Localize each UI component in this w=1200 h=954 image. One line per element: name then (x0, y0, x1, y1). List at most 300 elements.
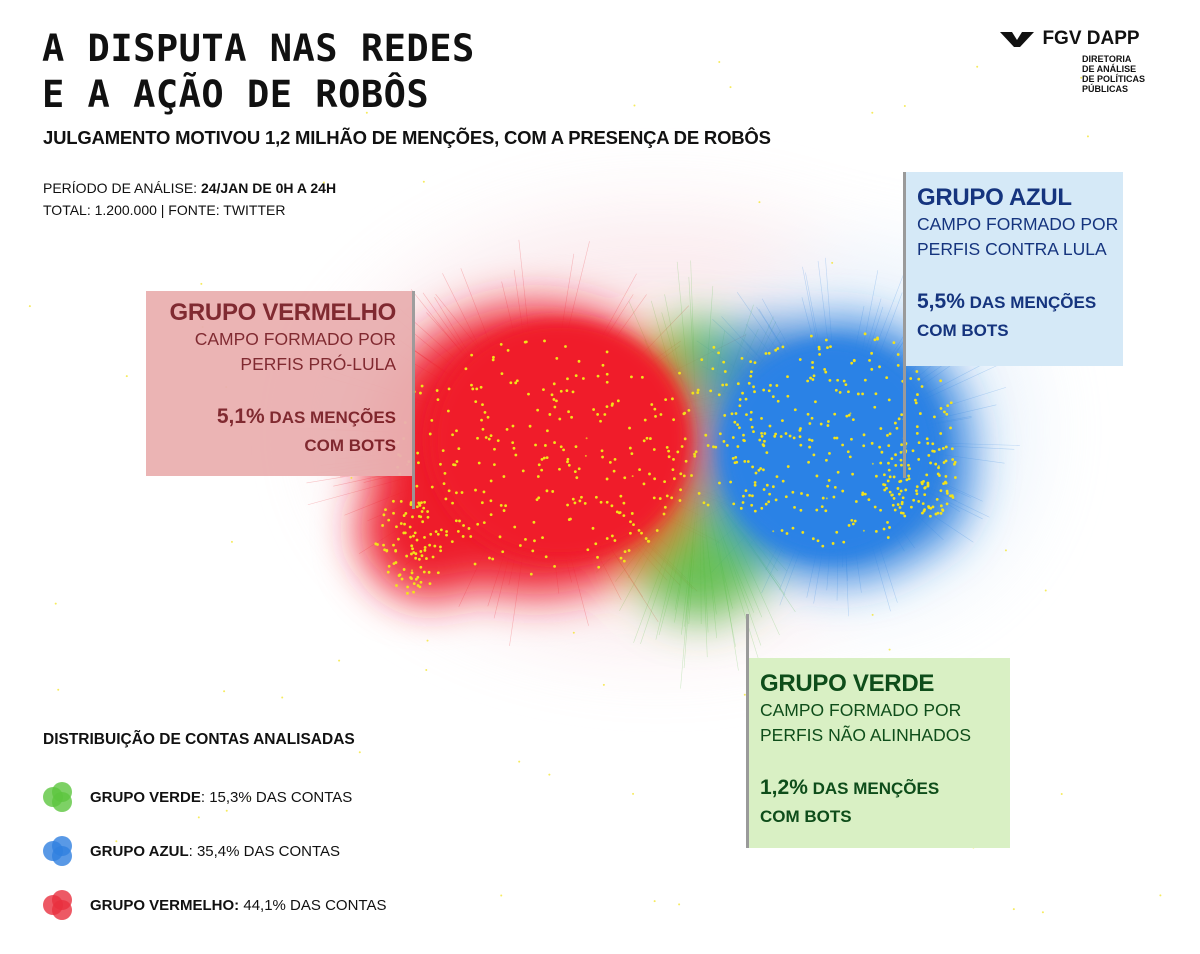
bot-dot (555, 357, 558, 360)
bot-dot (734, 461, 737, 464)
bot-dot (888, 469, 891, 472)
bot-dot (606, 405, 609, 408)
bot-dot (814, 400, 817, 403)
bot-dot (800, 492, 803, 495)
legend-green-value: : 15,3% DAS CONTAS (200, 788, 353, 806)
bot-dot (483, 491, 486, 494)
bot-dot (864, 493, 867, 496)
bot-dot (382, 513, 385, 516)
bot-dot (663, 513, 666, 516)
bot-dot (507, 349, 510, 352)
bot-dot (606, 501, 609, 504)
bot-dot (403, 568, 406, 571)
bot-dot (889, 649, 891, 651)
bot-dot (731, 412, 734, 415)
bot-dot (618, 511, 621, 514)
bot-dot (435, 530, 438, 533)
bot-dot (938, 448, 941, 451)
bot-dot (416, 452, 419, 455)
bot-dot (423, 536, 426, 539)
group-red-stat-text-2: COM BOTS (304, 436, 396, 455)
bot-dot (399, 573, 402, 576)
bot-dot (807, 413, 810, 416)
bot-dot (431, 486, 434, 489)
bot-dot (1061, 793, 1063, 795)
bot-dot (416, 505, 419, 508)
bot-dot (530, 573, 533, 576)
bot-dot (769, 384, 772, 387)
bot-dot (425, 669, 427, 671)
bot-dot (606, 373, 609, 376)
bot-dot (493, 463, 496, 466)
bot-dot (739, 398, 742, 401)
bot-dot (751, 466, 754, 469)
bot-dot (387, 571, 390, 574)
bot-dot (917, 500, 920, 503)
bot-dot (946, 503, 949, 506)
bot-dot (847, 390, 850, 393)
bot-dot (545, 555, 548, 558)
bot-dot (758, 439, 761, 442)
bot-dot (747, 460, 750, 463)
title-line-2: E A AÇÃO DE ROBÔS (42, 73, 430, 116)
bot-dot (567, 410, 570, 413)
bot-dot (440, 528, 443, 531)
bot-dot (768, 389, 771, 392)
bot-dot (808, 422, 811, 425)
bot-dot (722, 361, 725, 364)
bot-dot (775, 384, 778, 387)
group-blue-desc-2: PERFIS CONTRA LULA (917, 239, 1107, 259)
bot-dot (763, 432, 766, 435)
bot-dot (717, 351, 720, 354)
bot-dot (837, 471, 840, 474)
bot-dot (551, 393, 554, 396)
bot-dot (564, 345, 567, 348)
bot-dot (823, 368, 826, 371)
bot-dot (712, 346, 715, 349)
bot-dot (596, 556, 599, 559)
bot-dot (663, 480, 666, 483)
group-red-desc-2: PERFIS PRÓ-LULA (240, 354, 396, 374)
bot-dot (889, 491, 892, 494)
bot-dot (448, 387, 451, 390)
bot-dot (565, 389, 568, 392)
bot-dot (917, 458, 920, 461)
bot-dot (384, 508, 387, 511)
bot-dot (428, 571, 431, 574)
group-red-desc-1: CAMPO FORMADO POR (194, 329, 396, 349)
bot-dot (548, 774, 550, 776)
bot-dot (485, 436, 488, 439)
bot-dot (512, 425, 515, 428)
bot-dot (597, 566, 600, 569)
bot-dot (432, 556, 435, 559)
bot-dot (754, 361, 757, 364)
bot-dot (606, 478, 609, 481)
bot-dot (676, 451, 679, 454)
bot-dot (670, 496, 673, 499)
bot-dot (946, 492, 949, 495)
bot-dot (760, 507, 763, 510)
bot-dot (910, 506, 913, 509)
bot-dot (533, 539, 536, 542)
green-dots-icon (42, 781, 76, 813)
bot-dot (926, 437, 929, 440)
bot-dot (847, 450, 850, 453)
bot-dot (476, 437, 479, 440)
bot-dot (765, 503, 768, 506)
bot-dot (424, 549, 427, 552)
group-red-title: GRUPO VERMELHO (169, 299, 396, 326)
bot-dot (878, 365, 881, 368)
bot-dot (786, 532, 789, 535)
bot-dot (878, 446, 881, 449)
bot-dot (611, 404, 614, 407)
bot-dot (546, 456, 549, 459)
bot-dot (833, 437, 836, 440)
bot-dot (693, 455, 696, 458)
bot-dot (762, 443, 765, 446)
bot-dot (454, 464, 457, 467)
bot-dot (679, 488, 682, 491)
bot-dot (834, 486, 837, 489)
bot-dot (929, 462, 932, 465)
bot-dot (501, 550, 504, 553)
bot-dot (656, 529, 659, 532)
bot-dot (917, 378, 920, 381)
group-blue-desc-1: CAMPO FORMADO POR (917, 214, 1119, 234)
bot-dot (392, 512, 395, 515)
bot-dot (614, 539, 617, 542)
bot-dot (884, 484, 887, 487)
bot-dot (897, 487, 900, 490)
bot-dot (436, 389, 439, 392)
bot-dot (419, 566, 422, 569)
bot-dot (736, 445, 739, 448)
bot-dot (553, 441, 556, 444)
bot-dot (738, 426, 741, 429)
bot-dot (898, 493, 901, 496)
bot-dot (949, 495, 952, 498)
bot-dot (730, 86, 732, 88)
bot-dot (413, 582, 416, 585)
bot-dot (864, 379, 867, 382)
group-blue-stat-text-2: COM BOTS (917, 321, 1009, 340)
bot-dot (500, 504, 503, 507)
bot-dot (835, 389, 838, 392)
bot-dot (667, 450, 670, 453)
bot-dot (487, 416, 490, 419)
bot-dot (879, 427, 882, 430)
bot-dot (897, 503, 900, 506)
bot-dot (415, 578, 418, 581)
bot-dot (753, 390, 756, 393)
bot-dot (916, 432, 919, 435)
bot-dot (765, 451, 768, 454)
bot-dot (900, 490, 903, 493)
bot-dot (912, 499, 915, 502)
bot-dot (831, 262, 833, 264)
bot-dot (628, 427, 631, 430)
bot-dot (200, 283, 202, 285)
bot-dot (654, 900, 656, 902)
bot-dot (678, 903, 680, 905)
bot-dot (934, 463, 937, 466)
bot-dot (852, 523, 855, 526)
bot-dot (724, 370, 727, 373)
group-green-callout (746, 658, 1010, 848)
bot-dot (596, 413, 599, 416)
bot-dot (691, 392, 694, 395)
bot-dot (809, 377, 812, 380)
bot-dot (664, 398, 667, 401)
logo-subtitle (1082, 54, 1172, 94)
bot-dot (811, 366, 814, 369)
bot-dot (575, 374, 578, 377)
bot-dot (785, 495, 788, 498)
bot-dot (504, 504, 507, 507)
bot-dot (933, 450, 936, 453)
bot-dot (887, 444, 890, 447)
bot-dot (29, 305, 31, 307)
bot-dot (898, 480, 901, 483)
bot-dot (442, 449, 445, 452)
bot-dot (1087, 135, 1089, 137)
bot-dot (892, 504, 895, 507)
bot-dot (601, 456, 604, 459)
bot-dot (488, 438, 491, 441)
bot-dot (768, 352, 771, 355)
bot-dot (751, 426, 754, 429)
bot-dot (445, 534, 448, 537)
bot-dot (839, 391, 842, 394)
bot-dot (850, 362, 853, 365)
bot-dot (534, 444, 537, 447)
bot-dot (630, 452, 633, 455)
bot-dot (387, 519, 390, 522)
bot-dot (488, 557, 491, 560)
group-green-stat-text: DAS MENÇÕES (807, 779, 940, 798)
bot-dot (595, 496, 598, 499)
bot-dot (841, 444, 844, 447)
bot-dot (726, 444, 729, 447)
bot-dot (863, 433, 866, 436)
bot-dot (769, 425, 772, 428)
bot-dot (918, 441, 921, 444)
bot-dot (423, 501, 426, 504)
bot-dot (471, 388, 474, 391)
bot-dot (683, 474, 686, 477)
bot-dot (776, 475, 779, 478)
bot-dot (574, 502, 577, 505)
bot-dot (411, 515, 414, 518)
bot-dot (684, 437, 687, 440)
bot-dot (742, 439, 745, 442)
bot-dot (538, 463, 541, 466)
bot-dot (404, 512, 407, 515)
bot-dot (914, 399, 917, 402)
bot-dot (723, 414, 726, 417)
bot-dot (430, 419, 433, 422)
bot-dot (553, 565, 556, 568)
bot-dot (781, 529, 784, 532)
bot-dot (578, 499, 581, 502)
bot-dot (861, 392, 864, 395)
bot-dot (419, 550, 422, 553)
bot-dot (887, 462, 890, 465)
bot-dot (480, 386, 483, 389)
bot-dot (537, 496, 540, 499)
bot-dot (350, 477, 352, 479)
bot-dot (873, 406, 876, 409)
group-red-stat (170, 403, 396, 460)
bot-dot (497, 439, 500, 442)
bot-dot (807, 461, 810, 464)
bot-dot (766, 484, 769, 487)
bot-dot (645, 537, 648, 540)
bot-dot (660, 413, 663, 416)
legend-item-red (42, 889, 386, 921)
bot-dot (758, 201, 760, 203)
logo-sub-line: DE POLÍTICAS (1082, 74, 1146, 84)
bot-dot (768, 493, 771, 496)
bot-dot (870, 368, 873, 371)
bot-dot (421, 520, 424, 523)
bot-dot (826, 346, 829, 349)
bot-dot (560, 390, 563, 393)
bot-dot (403, 523, 406, 526)
bot-dot (875, 475, 878, 478)
bot-dot (400, 500, 403, 503)
bot-dot (679, 472, 682, 475)
bot-dot (503, 475, 506, 478)
bot-dot (885, 376, 888, 379)
bot-dot (751, 494, 754, 497)
bot-dot (801, 531, 804, 534)
bot-dot (916, 425, 919, 428)
bot-dot (922, 502, 925, 505)
bot-dot (759, 467, 762, 470)
bot-dot (942, 482, 945, 485)
bot-dot (915, 401, 918, 404)
bot-dot (470, 354, 473, 357)
bot-dot (451, 433, 454, 436)
bot-dot (851, 473, 854, 476)
bot-dot (833, 413, 836, 416)
bot-dot (919, 412, 922, 415)
bot-dot (649, 437, 652, 440)
bot-dot (623, 560, 626, 563)
bot-dot (481, 403, 484, 406)
bot-dot (762, 468, 765, 471)
legend-blue-value: : 35,4% DAS CONTAS (188, 842, 341, 860)
legend-red-value: 44,1% DAS CONTAS (239, 896, 387, 914)
bot-dot (924, 486, 927, 489)
bot-dot (458, 520, 461, 523)
bot-dot (754, 510, 757, 513)
group-red-pct: 5,1% (216, 405, 265, 428)
bot-dot (886, 434, 889, 437)
bot-dot (825, 459, 828, 462)
bot-dot (792, 527, 795, 530)
bot-dot (774, 433, 777, 436)
bot-dot (429, 533, 432, 536)
bot-dot (707, 444, 710, 447)
bot-dot (782, 480, 785, 483)
bot-dot (824, 509, 827, 512)
bot-dot (541, 458, 544, 461)
bot-dot (558, 468, 561, 471)
bot-dot (929, 507, 932, 510)
bot-dot (578, 360, 581, 363)
bot-dot (760, 417, 763, 420)
bot-dot (55, 603, 57, 605)
bot-dot (558, 418, 561, 421)
bot-dot (457, 530, 460, 533)
bot-dot (572, 391, 575, 394)
group-blue-pct: 5,5% (917, 290, 965, 313)
bot-dot (822, 497, 825, 500)
bot-dot (734, 456, 737, 459)
bot-dot (888, 526, 891, 529)
bot-dot (542, 388, 545, 391)
bot-dot (427, 640, 429, 642)
bot-dot (740, 507, 743, 510)
bot-dot (845, 415, 848, 418)
bot-dot (729, 481, 732, 484)
bot-dot (894, 464, 897, 467)
bot-dot (817, 539, 820, 542)
bot-dot (414, 557, 417, 560)
bot-dot (600, 501, 603, 504)
bot-dot (867, 498, 870, 501)
bot-dot (741, 392, 744, 395)
page-title (42, 26, 475, 118)
bot-dot (752, 430, 755, 433)
bot-dot (392, 500, 395, 503)
bot-dot (643, 482, 646, 485)
period-label: PERÍODO DE ANÁLISE: (43, 180, 201, 196)
bot-dot (703, 501, 706, 504)
bot-dot (198, 816, 200, 818)
bot-dot (397, 538, 400, 541)
bot-dot (429, 582, 432, 585)
bot-dot (760, 432, 763, 435)
bot-dot (423, 571, 426, 574)
bot-dot (945, 413, 948, 416)
bot-dot (650, 403, 653, 406)
bot-dot (552, 398, 555, 401)
bot-dot (338, 660, 340, 662)
bot-dot (723, 440, 726, 443)
bot-dot (401, 578, 404, 581)
bot-dot (812, 537, 815, 540)
bot-dot (848, 524, 851, 527)
bot-dot (827, 424, 830, 427)
bot-dot (835, 531, 838, 534)
bot-dot (927, 484, 930, 487)
callout-pointer (903, 172, 906, 478)
bot-dot (897, 364, 900, 367)
bot-dot (904, 105, 906, 107)
logo-brand: FGV DAPP (1042, 28, 1140, 49)
bot-dot (894, 453, 897, 456)
bot-dot (799, 444, 802, 447)
bot-dot (574, 470, 577, 473)
bot-dot (909, 377, 912, 380)
bot-dot (406, 586, 409, 589)
